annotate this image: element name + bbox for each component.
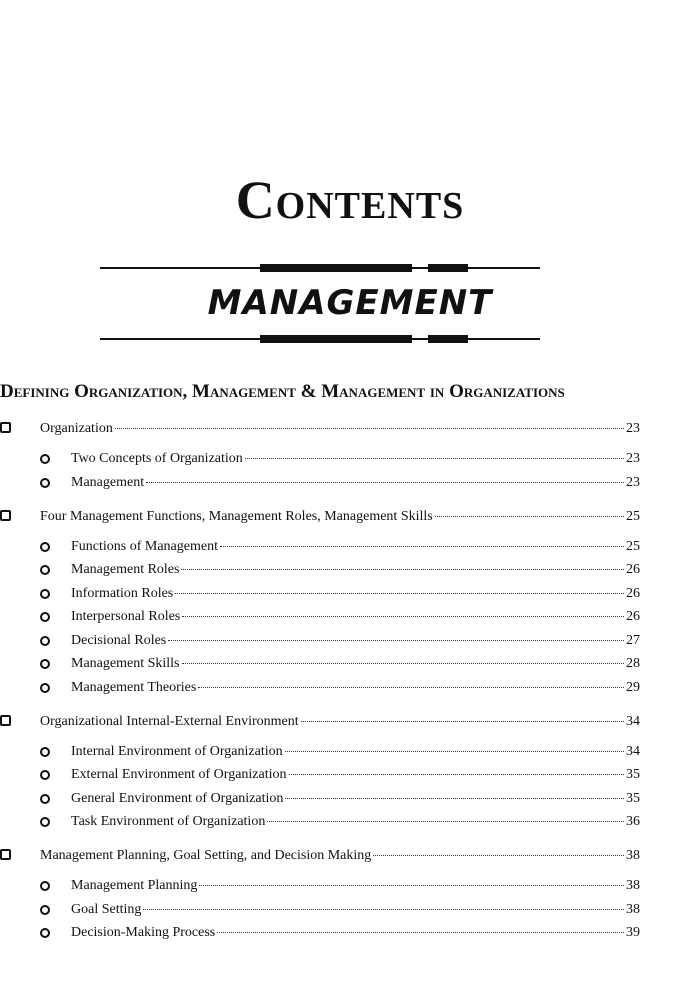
toc-entry-label: Interpersonal Roles — [71, 609, 181, 624]
dot-leader — [220, 546, 624, 547]
toc-entry-label: Decision-Making Process — [71, 925, 216, 940]
dot-leader — [245, 458, 624, 459]
toc-entry-line — [71, 607, 640, 627]
toc-entry-label: Goal Setting — [71, 902, 142, 917]
toc-entry[interactable] — [0, 712, 640, 732]
toc-entry-label: Two Concepts of Organization — [71, 451, 243, 466]
dot-leader — [435, 516, 624, 517]
top-divider — [100, 264, 540, 272]
toc-entry[interactable] — [0, 923, 640, 943]
toc-entry-line — [40, 712, 640, 732]
toc-entry-line — [40, 846, 640, 866]
toc-page-number: 23 — [626, 451, 640, 466]
circle-bullet-icon — [40, 881, 50, 891]
toc-entry[interactable] — [0, 812, 640, 832]
toc-page-number: 38 — [626, 848, 640, 863]
dot-leader — [182, 616, 624, 617]
toc-entry-label: Functions of Management — [71, 539, 218, 554]
toc-entry-label: Management Roles — [71, 562, 180, 577]
circle-bullet-icon — [40, 928, 50, 938]
square-bullet-icon — [0, 849, 11, 860]
toc-entry[interactable] — [0, 560, 640, 580]
toc-entry[interactable] — [0, 473, 640, 493]
circle-bullet-icon — [40, 770, 50, 780]
dot-leader — [285, 798, 624, 799]
dot-leader — [217, 932, 624, 933]
bottom-divider — [100, 335, 540, 343]
toc-entry-line — [71, 537, 640, 557]
toc-page-number: 28 — [626, 656, 640, 671]
toc-entry-line — [71, 560, 640, 580]
toc-page-number: 26 — [626, 609, 640, 624]
toc-page-number: 36 — [626, 814, 640, 829]
toc-entry-label: Management Planning, Goal Setting, and Decision Making — [40, 848, 372, 863]
dot-leader — [181, 569, 624, 570]
dot-leader — [267, 821, 624, 822]
toc-entry[interactable] — [0, 742, 640, 762]
toc-entry-label: Management — [71, 475, 145, 490]
toc-page-number: 38 — [626, 878, 640, 893]
toc-page-number: 23 — [626, 475, 640, 490]
toc-page-number: 26 — [626, 562, 640, 577]
square-bullet-icon — [0, 510, 11, 521]
circle-bullet-icon — [40, 794, 50, 804]
dot-leader — [168, 640, 624, 641]
toc-entry[interactable] — [0, 537, 640, 557]
toc-entry-line — [71, 584, 640, 604]
toc-entry[interactable] — [0, 449, 640, 469]
dot-leader — [175, 593, 624, 594]
dot-leader — [143, 909, 624, 910]
toc-page-number: 34 — [626, 744, 640, 759]
toc-entry-label: Task Environment of Organization — [71, 814, 266, 829]
toc-entry[interactable] — [0, 765, 640, 785]
toc-page-number: 35 — [626, 767, 640, 782]
toc-page-number: 26 — [626, 586, 640, 601]
toc-entry-line — [71, 812, 640, 832]
toc-entry-line — [71, 449, 640, 469]
circle-bullet-icon — [40, 478, 50, 488]
toc-entry[interactable] — [0, 846, 640, 866]
toc-entry-line — [71, 900, 640, 920]
toc-entry[interactable] — [0, 631, 640, 651]
toc-entry-label: Information Roles — [71, 586, 174, 601]
toc-entry[interactable] — [0, 876, 640, 896]
circle-bullet-icon — [40, 905, 50, 915]
toc-entry-label: Organization — [40, 421, 113, 436]
toc-entry[interactable] — [0, 419, 640, 439]
toc-page-number: 27 — [626, 633, 640, 648]
toc-entry-line — [71, 923, 640, 943]
toc-page-number: 39 — [626, 925, 640, 940]
dot-leader — [301, 721, 624, 722]
page-title: Contents — [235, 170, 465, 230]
toc-page-number: 23 — [626, 421, 640, 436]
dot-leader — [115, 428, 624, 429]
toc-entry-label: Management Theories — [71, 680, 197, 695]
dot-leader — [285, 751, 624, 752]
circle-bullet-icon — [40, 636, 50, 646]
toc-entry-line — [71, 473, 640, 493]
toc-page-number: 25 — [626, 539, 640, 554]
toc-page-number: 29 — [626, 680, 640, 695]
square-bullet-icon — [0, 715, 11, 726]
toc-entry[interactable] — [0, 607, 640, 627]
toc-entry-label: Organizational Internal-External Environment — [40, 714, 299, 729]
dot-leader — [199, 885, 624, 886]
circle-bullet-icon — [40, 542, 50, 552]
toc-entry-label: Internal Environment of Organization — [71, 744, 283, 759]
toc-entry-line — [71, 765, 640, 785]
toc-entry-label: Decisional Roles — [71, 633, 167, 648]
section-banner: MANAGEMENT — [207, 283, 493, 323]
circle-bullet-icon — [40, 747, 50, 757]
toc-entry-label: Four Management Functions, Management Roles, Management Skills — [40, 509, 433, 524]
toc-entry-label: Management Skills — [71, 656, 180, 671]
toc-entry-line — [71, 789, 640, 809]
square-bullet-icon — [0, 422, 11, 433]
circle-bullet-icon — [40, 683, 50, 693]
toc-entry[interactable] — [0, 900, 640, 920]
circle-bullet-icon — [40, 612, 50, 622]
toc-entry-line — [71, 654, 640, 674]
chapter-title: Defining Organization, Management & Management in Organizations — [0, 381, 565, 402]
toc-entry-line — [40, 507, 640, 527]
toc-entry-label: Management Planning — [71, 878, 198, 893]
toc-entry[interactable] — [0, 584, 640, 604]
circle-bullet-icon — [40, 454, 50, 464]
dot-leader — [182, 663, 625, 664]
dot-leader — [289, 774, 624, 775]
toc-entry-label: General Environment of Organization — [71, 791, 284, 806]
toc-entry-line — [71, 742, 640, 762]
toc-entry-line — [71, 678, 640, 698]
toc-entry[interactable] — [0, 654, 640, 674]
toc-page-number: 38 — [626, 902, 640, 917]
dot-leader — [373, 855, 624, 856]
toc-entry-line — [71, 876, 640, 896]
toc-entry[interactable] — [0, 678, 640, 698]
toc-entry-line — [40, 419, 640, 439]
circle-bullet-icon — [40, 565, 50, 575]
toc-entry-label: External Environment of Organization — [71, 767, 287, 782]
toc-entry[interactable] — [0, 789, 640, 809]
toc-page-number: 25 — [626, 509, 640, 524]
circle-bullet-icon — [40, 659, 50, 669]
toc-entry-line — [71, 631, 640, 651]
toc-page-number: 34 — [626, 714, 640, 729]
dot-leader — [198, 687, 624, 688]
circle-bullet-icon — [40, 589, 50, 599]
dot-leader — [146, 482, 624, 483]
toc-page-number: 35 — [626, 791, 640, 806]
circle-bullet-icon — [40, 817, 50, 827]
toc-entry[interactable] — [0, 507, 640, 527]
